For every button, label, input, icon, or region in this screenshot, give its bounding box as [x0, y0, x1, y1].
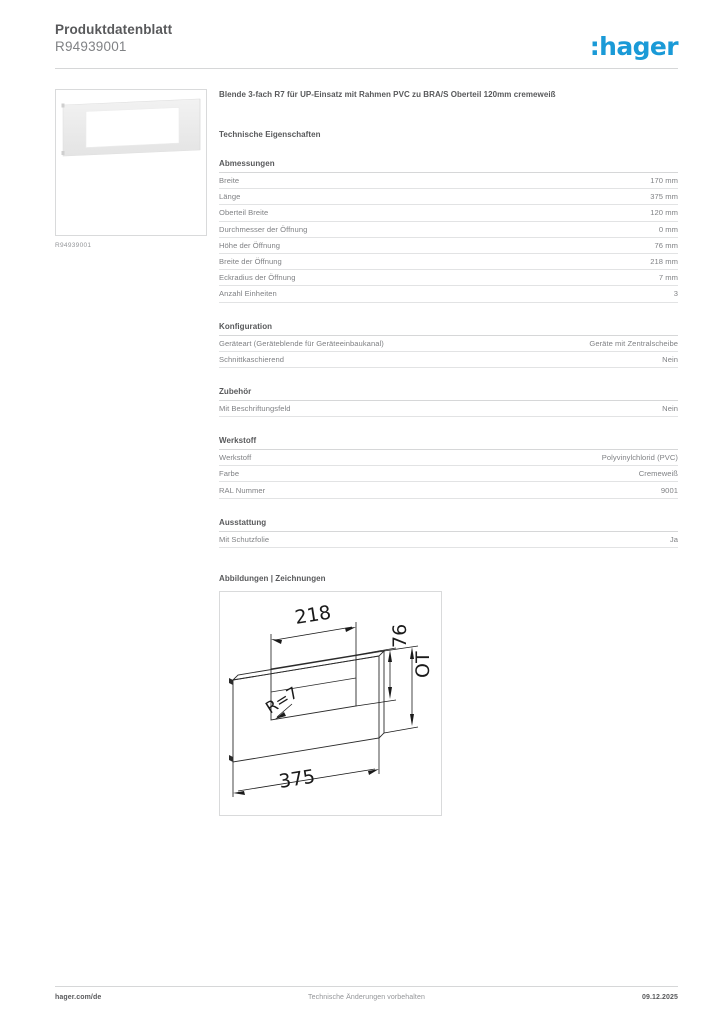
spec-value: Nein [662, 403, 678, 413]
spec-label: Mit Beschriftungsfeld [219, 403, 291, 413]
spec-label: Breite der Öffnung [219, 257, 282, 267]
product-description: Blende 3-fach R7 für UP-Einsatz mit Rahmen PVC zu BRA/S Oberteil 120mm cremeweiß [219, 90, 556, 99]
spec-label: Breite [219, 176, 240, 186]
spec-label: Länge [219, 192, 241, 202]
table-row [219, 401, 678, 417]
spec-label: Farbe [219, 469, 240, 479]
spec-group-abmessungen [219, 159, 678, 303]
product-image-frame [55, 89, 207, 236]
table-row [219, 173, 678, 189]
table-row [219, 336, 678, 352]
dim-opening-height: 76 [389, 623, 411, 648]
group-heading: Ausstattung [219, 518, 678, 532]
technical-drawing-frame [219, 591, 442, 816]
product-image-caption: R94939001 [55, 242, 92, 249]
table-row [219, 482, 678, 498]
spec-value: 0 mm [658, 224, 678, 234]
spec-label: Oberteil Breite [219, 208, 269, 218]
spec-label: Werkstoff [219, 453, 252, 463]
dim-overall-length: 375 [277, 765, 317, 793]
spec-label: Mit Schutzfolie [219, 534, 270, 544]
spec-value: Nein [662, 354, 678, 364]
hager-logo: :hager [589, 32, 678, 61]
table-row [219, 450, 678, 466]
spec-value: Cremeweiß [638, 469, 678, 479]
spec-value: 375 mm [650, 192, 678, 202]
technical-properties-title: Technische Eigenschaften [219, 130, 321, 139]
spec-label: Durchmesser der Öffnung [219, 224, 308, 234]
table-row [219, 189, 678, 205]
group-heading: Zubehör [219, 387, 678, 401]
table-row [219, 286, 678, 302]
spec-value: Geräte mit Zentralscheibe [589, 338, 678, 348]
spec-value: 218 mm [650, 257, 678, 267]
spec-value: 7 mm [658, 273, 678, 283]
spec-value: 120 mm [650, 208, 678, 218]
spec-group-ausstattung [219, 518, 678, 548]
spec-group-werkstoff [219, 436, 678, 499]
table-row [219, 270, 678, 286]
spec-group-zubehoer [219, 387, 678, 417]
table-row [219, 238, 678, 254]
spec-label: RAL Nummer [219, 485, 266, 495]
spec-label: Schnittkaschierend [219, 354, 285, 364]
spec-label: Geräteart (Geräteblende für Geräteeinbaukanal) [219, 338, 384, 348]
spec-value: 9001 [660, 485, 678, 495]
spec-label: Anzahl Einheiten [219, 289, 277, 299]
page-header [55, 22, 678, 68]
product-plate-illustration [61, 98, 203, 160]
spec-value: Ja [669, 534, 678, 544]
table-row [219, 466, 678, 482]
group-heading: Werkstoff [219, 436, 678, 450]
table-row [219, 532, 678, 548]
group-heading: Konfiguration [219, 322, 678, 336]
technical-drawing-svg [220, 592, 441, 815]
spec-value: 76 mm [654, 240, 678, 250]
spec-content [219, 89, 678, 816]
page-footer [55, 994, 678, 1008]
footer-date: 09.12.2025 [641, 994, 678, 1001]
header-divider [55, 68, 678, 69]
drawings-heading: Abbildungen | Zeichnungen [219, 573, 326, 583]
spec-value: 170 mm [650, 176, 678, 186]
table-row [219, 222, 678, 238]
spec-value: 3 [673, 289, 678, 299]
page-title: Produktdatenblatt [55, 22, 173, 37]
spec-value: Polyvinylchlorid (PVC) [601, 453, 678, 463]
dim-label-ot: OT [412, 651, 434, 678]
footer-disclaimer: Technische Änderungen vorbehalten [308, 994, 425, 1001]
spec-group-konfiguration [219, 322, 678, 368]
group-heading: Abmessungen [219, 159, 678, 173]
page-reference: R94939001 [55, 39, 127, 54]
table-row [219, 352, 678, 368]
spec-label: Eckradius der Öffnung [219, 273, 296, 283]
dim-opening-width: 218 [293, 601, 333, 629]
dim-corner-radius: R=7 [262, 682, 302, 718]
spec-label: Höhe der Öffnung [219, 240, 281, 250]
table-row [219, 254, 678, 270]
footer-website[interactable]: hager.com/de [55, 994, 102, 1001]
table-row [219, 205, 678, 221]
footer-divider [55, 986, 678, 987]
